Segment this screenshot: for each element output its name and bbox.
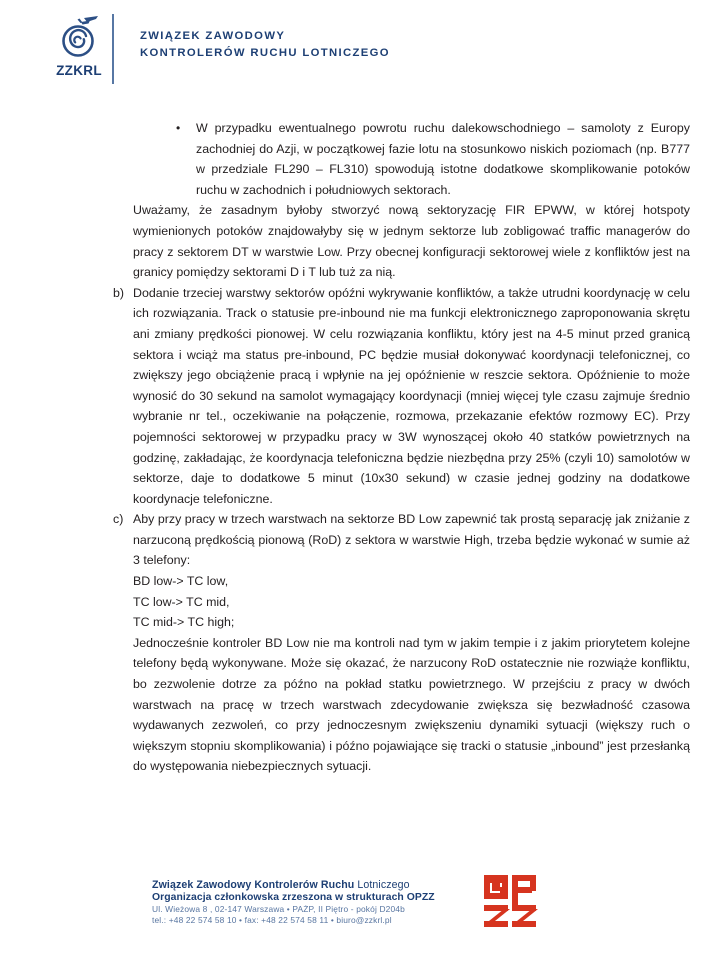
footer-membership: Organizacja członkowska zrzeszona w strukturach OPZZ <box>152 891 435 903</box>
footer-address: Ul. Wieżowa 8 , 02-147 Warszawa • PAŻP, II Piętro - pokój D204b <box>152 904 405 915</box>
list-item-c-body <box>133 509 690 777</box>
paragraph-a: Uważamy, że zasadnym byłoby stworzyć nową sektoryzację FIR EPWW, w której hotspoty wymienionych potoków znajdowałyby się w jednym sektorze lub zobligować traffic managerów do pracy z sektorem DT w warstwie Low. Przy obecnej konfiguracji sektorowej wiele z konfliktów jest na granicy pomiędzy sektorami D i T lub tuż za nią. <box>133 203 690 280</box>
header-divider <box>112 14 114 84</box>
list-item-c-intro: Aby przy pracy w trzech warstwach na sektorze BD Low zapewnić tak prostą separację jak zniżanie z narzuconą prędkością pionową (RoD) z sektora w warstwie High, trzeba będzie wykonać w sumie aż 3 telefony: <box>133 512 690 568</box>
page-header <box>0 0 722 102</box>
bullet-list-item <box>176 118 690 200</box>
zzkrl-wordmark: ZZKRL <box>56 63 102 78</box>
bullet-marker: • <box>176 121 181 135</box>
org-title-line-1: ZWIĄZEK ZAWODOWY <box>140 30 286 42</box>
footer-phone-email: tel.: +48 22 574 58 10 • fax: +48 22 574 58 11 • biuro@zzkrl.pl <box>152 914 392 925</box>
footer-org-bold: Związek Zawodowy Kontrolerów Ruchu <box>152 879 355 891</box>
list-item-b <box>113 283 690 510</box>
org-title-line-2: KONTROLERÓW RUCHU LOTNICZEGO <box>140 47 390 59</box>
list-marker-b: b) <box>113 285 125 300</box>
bullet-item-text: W przypadku ewentualnego powrotu ruchu dalekowschodniego – samoloty z Europy zachodniej do Azji, w początkowej fazie lotu na stosunkowo niskich poziomach (np. B777 w przedziale FL290 – FL310) spowodują istotne dodatkowe skomplikowanie potoków ruchu w zachodnich i południowych sektorach. <box>196 121 690 197</box>
zzkrl-spiral-plane-icon <box>54 14 104 62</box>
zzkrl-logo-block <box>0 0 112 78</box>
footer-contact-block <box>152 879 482 925</box>
phone-step-2: TC low-> TC mid, <box>133 594 230 609</box>
footer-org-name <box>152 879 482 892</box>
paragraph-a-wrapper <box>133 200 690 282</box>
list-marker-c: c) <box>113 512 124 527</box>
list-item-c-outro: Jednocześnie kontroler BD Low nie ma kontroli nad tym w jakim tempie i z jakim priorytetem kolejne telefony będą wykonywane. Może się okazać, że narzucony RoD ostatecznie nie rozwiąże konfliktu, bo zezwolenie dotrze za późno na pokład statku powietrznego. W przejściu z pracy w dwóch warstwach na pracę w trzech warstwach zdecydowanie zwiększa się bezwładność czasowa wydawanych zezwoleń, co przy jednoczesnym zwiększeniu dynamiki sytuacji (większy ruch o większym stopniu skomplikowania) i późno pojawiające się tracki o statusie „inbound” jest przesłanką do występowania niebezpiecznych sytuacji. <box>133 635 690 774</box>
footer-org-thin: Lotniczego <box>354 879 410 891</box>
page-footer <box>0 873 722 945</box>
opzz-logo-icon <box>482 873 538 929</box>
phone-step-3: TC mid-> TC high; <box>133 615 235 630</box>
list-item-b-text: Dodanie trzeciej warstwy sektorów opóźni wykrywanie konfliktów, a także utrudni koordynację w celu ich rozwiązania. Track o statusie pre-inbound nie ma funkcji elektronicznego zaproponowania skrętu ani zmiany prędkości pionowej. W celu rozwiązania konfliktu, który jest na 4-5 minut przed granicą sektora i wciąż ma status pre-inbound, PC będzie musiał dokonywać koordynacji telefonicznej, co zwiększy jego obciążenie pracą i wpłynie na jej opóźnienie w reszcie sektora. Opóźnienie to może wynosić do 30 sekund na samolot wymagający koordynacji (mniej więcej tyle czasu zajmuje średnio wybranie nr tel., oczekiwanie na połączenie, rozmowa, przekazanie efektów rozmowy EC). Przy pojemności sektorowej w przypadku pracy w 3W wynoszącej około 40 statków powietrznych na godzinę, zakładając, że koordynacja telefoniczna będzie niezbędna przy 25% (czyli 10) samolotów w sektorze, daje to dodatkowe 5 minut (10x30 sekund) w czasie jednej godziny na dodatkowe koordynacje telefoniczne. <box>133 285 690 506</box>
list-item-c <box>113 509 690 777</box>
document-body <box>0 118 722 777</box>
organization-title <box>114 0 390 62</box>
phone-step-1: BD low-> TC low, <box>133 574 229 589</box>
